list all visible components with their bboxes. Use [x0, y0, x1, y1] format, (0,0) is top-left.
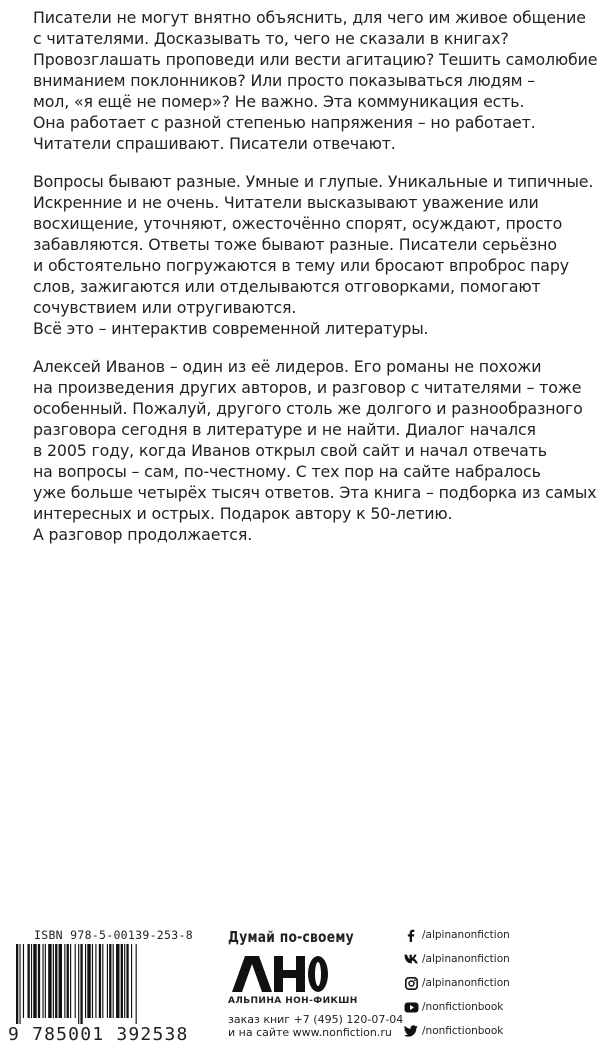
publisher-name: АЛЬПИНА НОН-ФИКШН [228, 996, 358, 1006]
social-label: /alpinanonfiction [422, 929, 510, 941]
text-line: на произведения других авторов, и разговор с читателями – тоже [33, 378, 582, 397]
social-instagram[interactable] [403, 975, 510, 991]
social-label: /alpinanonfiction [422, 977, 510, 989]
text-line: Вопросы бывают разные. Умные и глупые. Уникальные и типичные. [33, 172, 594, 191]
text-line: Писатели не могут внятно объяснить, для чего им живое общение [33, 8, 586, 27]
isbn-barcode [8, 928, 200, 1048]
text-line: А разговор продолжается. [33, 525, 253, 544]
paragraph-1 [33, 7, 598, 154]
text-line: с читателями. Досказывать то, чего не сказали в книгах? [33, 29, 509, 48]
text-line: и обстоятельно погружаются в тему или бросают впроброс пару [33, 256, 569, 275]
text-line: Всё это – интерактив современной литературы. [33, 319, 429, 338]
blurb-text [33, 7, 598, 562]
text-line: уже больше четырёх тысяч ответов. Эта книга – подборка из самых [33, 483, 597, 502]
text-line: сочувствием или отругиваются. [33, 298, 297, 317]
isbn-label: ISBN 978-5-00139-253-8 [34, 928, 193, 942]
paragraph-2 [33, 171, 594, 339]
text-line: Алексей Иванов – один из её лидеров. Его романы не похожи [33, 357, 542, 376]
paragraph-3 [33, 356, 597, 545]
social-vk[interactable] [403, 951, 510, 967]
social-label: /alpinanonfiction [422, 953, 510, 965]
social-label: /nonfictionbook [422, 1001, 504, 1013]
text-line: Читатели спрашивают. Писатели отвечают. [33, 134, 396, 153]
publisher-logo-icon [230, 954, 328, 994]
text-line: восхищение, уточняют, ожесточённо спорят, осуждают, просто [33, 214, 563, 233]
text-line: на вопросы – сам, по-честному. С тех пор на сайте набралось [33, 462, 541, 481]
text-line: мол, «я ещё не помер»? Не важно. Эта коммуникация есть. [33, 92, 525, 111]
vk-icon [403, 951, 419, 967]
order-phone: заказ книг +7 (495) 120-07-04 [228, 1013, 404, 1026]
barcode-digits: 9 785001 392538 [8, 1024, 189, 1045]
social-facebook[interactable] [403, 927, 510, 943]
text-line: в 2005 году, когда Иванов открыл свой сайт и начал отвечать [33, 441, 547, 460]
instagram-icon [403, 975, 419, 991]
text-line: забавляются. Ответы тоже бывают разные. Писатели серьёзно [33, 235, 557, 254]
text-line: разговора сегодня в литературе и не найти. Диалог начался [33, 420, 536, 439]
text-line: интересных и острых. Подарок автору к 50-летию. [33, 504, 453, 523]
facebook-icon [403, 927, 419, 943]
publisher-slogan: Думай по-своему [228, 928, 354, 946]
order-site: и на сайте www.nonfiction.ru [228, 1026, 392, 1039]
order-info [228, 1013, 403, 1039]
twitter-icon [403, 1023, 419, 1039]
barcode-icon [16, 944, 198, 1024]
text-line: вниманием поклонников? Или просто показываться людям – [33, 71, 536, 90]
text-line: слов, зажигаются или отделываются отговорками, помогают [33, 277, 541, 296]
text-line: Она работает с разной степенью напряжения – но работает. [33, 113, 536, 132]
social-youtube[interactable] [403, 999, 503, 1015]
text-line: Провозглашать проповеди или вести агитацию? Тешить самолюбие [33, 50, 598, 69]
social-twitter[interactable] [403, 1023, 503, 1039]
youtube-icon [403, 999, 419, 1015]
text-line: особенный. Пожалуй, другого столь же долгого и разнообразного [33, 399, 583, 418]
social-label: /nonfictionbook [422, 1025, 504, 1037]
text-line: Искренние и не очень. Читатели высказывают уважение или [33, 193, 539, 212]
publisher-block [228, 928, 404, 1039]
